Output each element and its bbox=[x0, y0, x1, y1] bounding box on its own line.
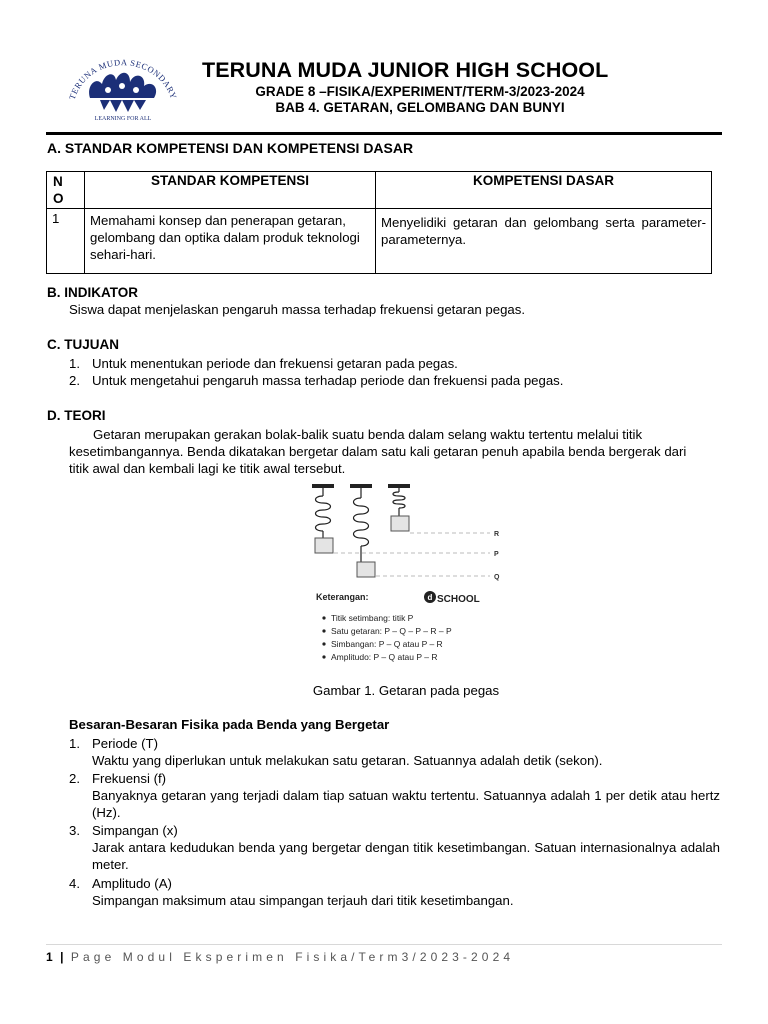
quantity-2-num: 2. bbox=[69, 771, 80, 786]
table-cell-kd: Menyelidiki getaran dan gelombang serta parameter-parameternya. bbox=[376, 209, 712, 274]
section-b-title: B. INDIKATOR bbox=[47, 285, 138, 300]
section-d-title: D. TEORI bbox=[47, 408, 106, 423]
table-cell-sk: Memahami konsep dan penerapan getaran, gelombang dan optika dalam produk teknologi sehari-hari. bbox=[85, 209, 376, 274]
quantity-4-name: Amplitudo (A) bbox=[92, 876, 172, 891]
quantity-1-desc: Waktu yang diperlukan untuk melakukan satu getaran. Satuannya adalah detik (sekon). bbox=[92, 753, 603, 768]
quantity-3-desc: Jarak antara kedudukan benda yang bergetar dengan titik kesetimbangan. Satuan internasionalnya adalah meter. bbox=[92, 840, 720, 872]
svg-text:TERUNA MUDA SECONDARY SCHOOL: TERUNA MUDA SECONDARY bbox=[66, 57, 180, 101]
spring-figure bbox=[300, 480, 510, 670]
quantity-4-desc: Simpangan maksimum atau simpangan terjauh dari titik kesetimbangan. bbox=[92, 893, 514, 908]
table-header-kd: KOMPETENSI DASAR bbox=[376, 172, 712, 209]
footer-text: Page Modul Eksperimen Fisika/Term3/2023-2024 bbox=[70, 950, 515, 964]
school-name: TERUNA MUDA JUNIOR HIGH SCHOOL bbox=[202, 58, 609, 82]
theory-paragraph: Getaran merupakan gerakan bolak-balik suatu benda dalam selang waktu tertentu melalui titik kesetimbangannya. Benda dikatakan bergetar dalam satu kali getaran penuh apabila benda bergerak dari titik awal dan kembali lagi ke titik awal tersebut. bbox=[69, 427, 687, 476]
legend-item-1: Titik setimbang: titik P bbox=[331, 613, 414, 623]
table-row bbox=[47, 209, 712, 274]
quantity-4-num: 4. bbox=[69, 876, 80, 891]
footer-separator: | bbox=[60, 950, 64, 964]
svg-text:d: d bbox=[427, 593, 433, 602]
quantity-2-name: Frekuensi (f) bbox=[92, 771, 167, 786]
indicator-text: Siswa dapat menjelaskan pengaruh massa terhadap frekuensi getaran pegas. bbox=[69, 302, 525, 317]
table-header-sk: STANDAR KOMPETENSI bbox=[85, 172, 376, 209]
chapter-line: BAB 4. GETARAN, GELOMBANG DAN BUNYI bbox=[275, 100, 565, 115]
quantity-3-name: Simpangan (x) bbox=[92, 823, 178, 838]
label-r: R bbox=[494, 531, 500, 538]
header-rule bbox=[46, 132, 722, 135]
school-logo bbox=[60, 40, 186, 124]
table-cell-no: 1 bbox=[47, 209, 85, 274]
grade-line: GRADE 8 –FISIKA/EXPERIMENT/TERM-3/2023-2024 bbox=[255, 84, 585, 99]
competency-table bbox=[46, 171, 712, 274]
goal-2-num: 2. bbox=[69, 373, 80, 388]
legend-item-2: Satu getaran: P – Q – P – R – P bbox=[331, 626, 452, 636]
legend-item-3: Simbangan: P – Q atau P – R bbox=[331, 639, 443, 649]
section-a-title: A. STANDAR KOMPETENSI DAN KOMPETENSI DASAR bbox=[47, 140, 414, 156]
svg-text:LEARNING FOR ALL: LEARNING FOR ALL bbox=[94, 116, 152, 122]
page-footer bbox=[46, 950, 514, 964]
figure-caption: Gambar 1. Getaran pada pegas bbox=[312, 683, 500, 698]
brand-logo: SCHOOL bbox=[437, 594, 480, 605]
quantity-2-desc: Banyaknya getaran yang terjadi dalam tiap satuan waktu tertentu. Satuannya adalah 1 per detik atau hertz (Hz). bbox=[92, 788, 720, 820]
legend-title: Keterangan: bbox=[316, 592, 369, 602]
legend-item-4: Amplitudo: P – Q atau P – R bbox=[331, 652, 438, 662]
quantity-3-num: 3. bbox=[69, 823, 80, 838]
section-c-title: C. TUJUAN bbox=[47, 337, 120, 352]
quantities-heading: Besaran-Besaran Fisika pada Benda yang Bergetar bbox=[69, 717, 390, 732]
table-header-no: N O bbox=[47, 172, 85, 209]
label-p: P bbox=[494, 551, 499, 558]
quantity-1-num: 1. bbox=[69, 736, 80, 751]
page-number: 1 bbox=[46, 950, 53, 964]
quantity-1-name: Periode (T) bbox=[92, 736, 158, 751]
goal-1-num: 1. bbox=[69, 356, 80, 371]
goal-2-text: Untuk mengetahui pengaruh massa terhadap periode dan frekuensi pada pegas. bbox=[92, 373, 564, 388]
goal-1-text: Untuk menentukan periode dan frekuensi getaran pada pegas. bbox=[92, 356, 458, 371]
table-header-row bbox=[47, 172, 712, 209]
footer-rule bbox=[46, 944, 722, 945]
label-q: Q bbox=[494, 574, 500, 581]
